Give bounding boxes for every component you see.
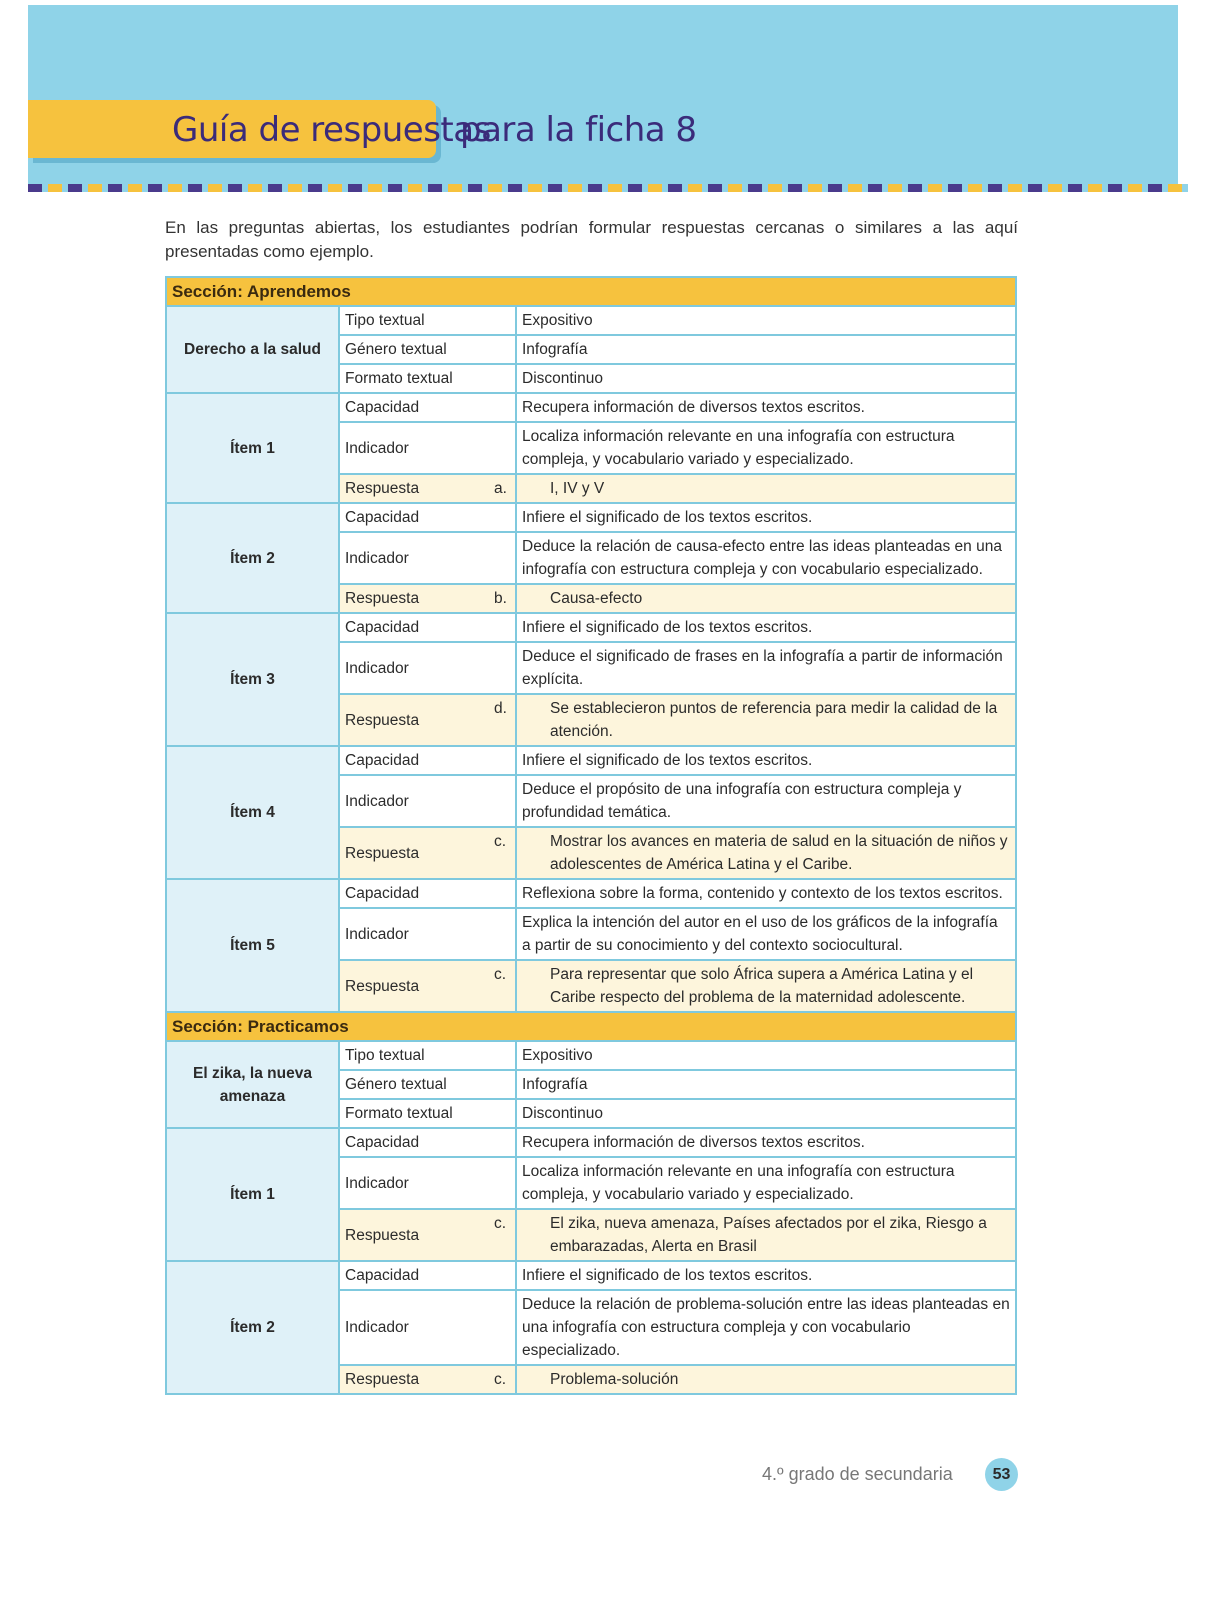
capacidad-value: Infiere el significado de los textos escritos. — [516, 746, 1016, 775]
header-banner — [28, 5, 1178, 188]
answer-table — [165, 276, 1017, 1395]
row-label-tipo: Tipo textual — [339, 306, 516, 335]
capacidad-value: Infiere el significado de los textos escritos. — [516, 613, 1016, 642]
answer-text: Problema-solución — [550, 1371, 679, 1388]
row-value-formato: Discontinuo — [516, 364, 1016, 393]
respuesta-cell — [494, 474, 1016, 503]
row-label-indicador: Indicador — [339, 1157, 516, 1209]
answer-letter: a. — [494, 480, 507, 497]
page-subtitle: para la ficha 8 — [460, 110, 697, 150]
row-value-tipo: Expositivo — [516, 306, 1016, 335]
section-header-row — [166, 277, 1016, 306]
answer-letter: c. — [494, 1371, 507, 1388]
item-name: Ítem 2 — [166, 503, 339, 613]
indicador-value: Deduce el propósito de una infografía con estructura compleja y profundidad temática. — [516, 775, 1016, 827]
respuesta-cell — [494, 1209, 1016, 1261]
indicador-value: Deduce la relación de problema-solución entre las ideas planteadas en una infografía con estructura compleja y con vocabulario especializado. — [516, 1290, 1016, 1365]
row-label-respuesta: Respuesta — [339, 827, 516, 879]
respuesta-content — [494, 1212, 1010, 1258]
row-value-genero: Infografía — [516, 335, 1016, 364]
text-info-row — [166, 306, 1016, 335]
row-label-capacidad: Capacidad — [339, 746, 516, 775]
answer-letter: c. — [494, 833, 507, 850]
row-label-genero: Género textual — [339, 1070, 516, 1099]
item-name: Ítem 2 — [166, 1261, 339, 1394]
respuesta-content — [494, 1368, 1010, 1391]
respuesta-cell — [494, 1365, 1016, 1394]
row-label-respuesta: Respuesta — [339, 584, 516, 613]
item-name: Ítem 1 — [166, 1128, 339, 1261]
intro-text: En las preguntas abiertas, los estudiantes podrían formular respuestas cercanas o similares a las aquí presentadas como ejemplo. — [165, 218, 1018, 261]
text-name: Derecho a la salud — [166, 306, 339, 393]
row-label-genero: Género textual — [339, 335, 516, 364]
respuesta-cell — [494, 694, 1016, 746]
item-name: Ítem 5 — [166, 879, 339, 1012]
page-number: 53 — [985, 1458, 1018, 1491]
row-label-capacidad: Capacidad — [339, 613, 516, 642]
row-value-genero: Infografía — [516, 1070, 1016, 1099]
answer-text: Causa-efecto — [550, 590, 643, 607]
row-label-capacidad: Capacidad — [339, 503, 516, 532]
respuesta-content — [494, 830, 1010, 876]
page-title: Guía de respuestas — [172, 110, 491, 150]
row-label-indicador: Indicador — [339, 422, 516, 474]
text-info-row — [166, 1041, 1016, 1070]
capacidad-row — [166, 1128, 1016, 1157]
row-label-respuesta: Respuesta — [339, 694, 516, 746]
row-label-capacidad: Capacidad — [339, 1128, 516, 1157]
capacidad-row — [166, 879, 1016, 908]
row-label-indicador: Indicador — [339, 532, 516, 584]
section-title: Sección: Practicamos — [166, 1012, 1016, 1041]
indicador-value: Localiza información relevante en una infografía con estructura compleja, y vocabulario variado y especializado. — [516, 422, 1016, 474]
capacidad-value: Recupera información de diversos textos escritos. — [516, 1128, 1016, 1157]
row-label-capacidad: Capacidad — [339, 879, 516, 908]
row-label-respuesta: Respuesta — [339, 960, 516, 1012]
row-label-indicador: Indicador — [339, 775, 516, 827]
item-name: Ítem 1 — [166, 393, 339, 503]
text-name: El zika, la nueva amenaza — [166, 1041, 339, 1128]
capacidad-value: Infiere el significado de los textos escritos. — [516, 503, 1016, 532]
section-title: Sección: Aprendemos — [166, 277, 1016, 306]
respuesta-content — [494, 697, 1010, 743]
answer-text: I, IV y V — [550, 480, 605, 497]
answer-text: El zika, nueva amenaza, Países afectados por el zika, Riesgo a embarazadas, Alerta en Brasil — [550, 1215, 987, 1255]
row-label-respuesta: Respuesta — [339, 1209, 516, 1261]
respuesta-cell — [494, 827, 1016, 879]
capacidad-row — [166, 503, 1016, 532]
grade-label: 4.º grado de secundaria — [762, 1464, 953, 1484]
indicador-value: Deduce el significado de frases en la infografía a partir de información explícita. — [516, 642, 1016, 694]
indicador-value: Explica la intención del autor en el uso de los gráficos de la infografía a partir de su conocimiento y del contexto sociocultural. — [516, 908, 1016, 960]
item-name: Ítem 4 — [166, 746, 339, 879]
respuesta-cell — [494, 960, 1016, 1012]
row-label-capacidad: Capacidad — [339, 1261, 516, 1290]
indicador-value: Localiza información relevante en una infografía con estructura compleja, y vocabulario variado y especializado. — [516, 1157, 1016, 1209]
row-label-respuesta: Respuesta — [339, 474, 516, 503]
decorative-stripe — [28, 184, 1188, 192]
answer-letter: c. — [494, 966, 507, 983]
row-label-indicador: Indicador — [339, 1290, 516, 1365]
item-name: Ítem 3 — [166, 613, 339, 746]
capacidad-value: Infiere el significado de los textos escritos. — [516, 1261, 1016, 1290]
respuesta-content — [494, 963, 1010, 1009]
respuesta-content — [494, 477, 1010, 500]
capacidad-row — [166, 1261, 1016, 1290]
capacidad-row — [166, 746, 1016, 775]
row-label-respuesta: Respuesta — [339, 1365, 516, 1394]
row-label-tipo: Tipo textual — [339, 1041, 516, 1070]
respuesta-cell — [494, 584, 1016, 613]
answer-letter: d. — [494, 700, 507, 717]
row-label-indicador: Indicador — [339, 908, 516, 960]
answer-letter: b. — [494, 590, 507, 607]
row-label-formato: Formato textual — [339, 364, 516, 393]
row-value-tipo: Expositivo — [516, 1041, 1016, 1070]
answer-text: Se establecieron puntos de referencia para medir la calidad de la atención. — [550, 700, 998, 740]
capacidad-value: Reflexiona sobre la forma, contenido y contexto de los textos escritos. — [516, 879, 1016, 908]
row-label-capacidad: Capacidad — [339, 393, 516, 422]
row-value-formato: Discontinuo — [516, 1099, 1016, 1128]
respuesta-content — [494, 587, 1010, 610]
indicador-value: Deduce la relación de causa-efecto entre las ideas planteadas en una infografía con estructura compleja y con vocabulario especializado. — [516, 532, 1016, 584]
capacidad-row — [166, 613, 1016, 642]
capacidad-row — [166, 393, 1016, 422]
answer-text: Para representar que solo África supera a América Latina y el Caribe respecto del problema de la maternidad adolescente. — [550, 966, 974, 1006]
row-label-indicador: Indicador — [339, 642, 516, 694]
row-label-formato: Formato textual — [339, 1099, 516, 1128]
answer-letter: c. — [494, 1215, 507, 1232]
capacidad-value: Recupera información de diversos textos escritos. — [516, 393, 1016, 422]
answer-text: Mostrar los avances en materia de salud en la situación de niños y adolescentes de América Latina y el Caribe. — [550, 833, 1008, 873]
section-header-row — [166, 1012, 1016, 1041]
